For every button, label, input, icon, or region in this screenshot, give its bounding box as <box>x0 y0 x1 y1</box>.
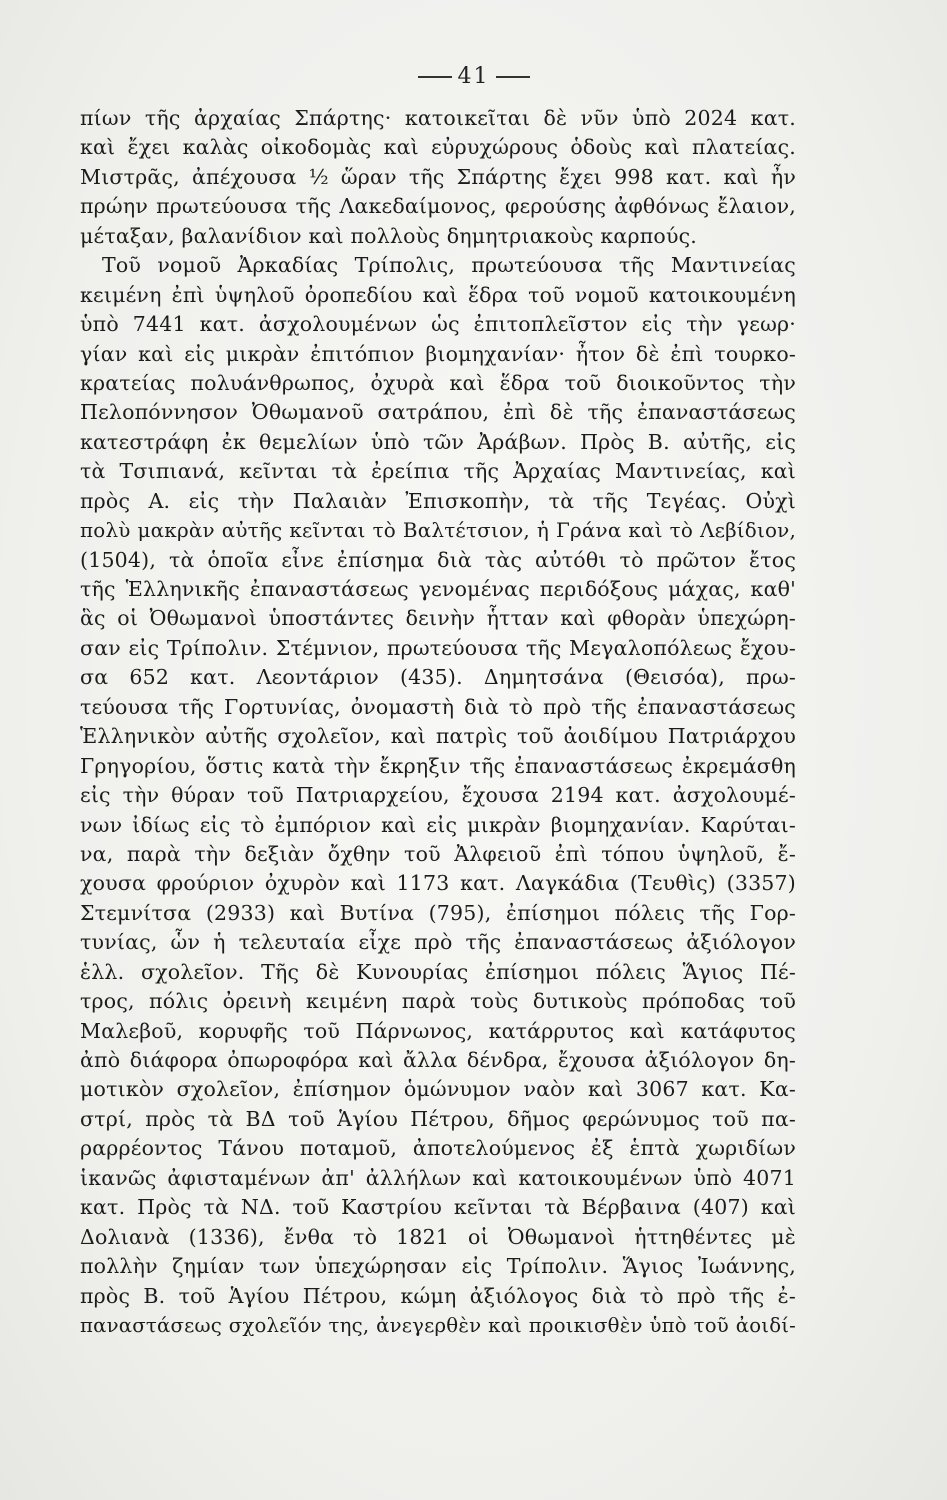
text-line: μέταξαν, βαλανίδιον καὶ πολλοὺς δημητριακοὺς καρπούς. <box>80 223 698 248</box>
text-line: ἀπὸ διάφορα ὀπωροφόρα καὶ ἄλλα δένδρα, ἔχουσα ἀξιόλογον δη- <box>80 1048 796 1072</box>
text-line: πρώην πρωτεύουσα τῆς Λακεδαίμονος, φερούσης ἀφθόνως ἔλαιον, <box>80 194 796 219</box>
text-line: ἱκανῶς ἀφισταμένων ἀπ' ἀλλήλων καὶ κατοικουμένων ὑπὸ 4071 <box>80 1165 796 1190</box>
text-line: πρὸς Α. εἰς τὴν Παλαιὰν Ἐπισκοπὴν, τὰ τῆς Τεγέας. Οὐχὶ <box>80 488 796 513</box>
text-line: Δολιανὰ (1336), ἔνθα τὸ 1821 οἱ Ὀθωμανοὶ ἡττηθέντες μὲ <box>80 1224 796 1249</box>
text-line: σαν εἰς Τρίπολιν. Στέμνιον, πρωτεύουσα τῆς Μεγαλοπόλεως ἔχου- <box>80 635 796 660</box>
text-line: Μαλεβοῦ, κορυφῆς τοῦ Πάρνωνος, κατάρρυτος καὶ κατάφυτος <box>80 1018 796 1043</box>
text-line: πολὺ μακρὰν αὐτῆς κεῖνται τὸ Βαλτέτσιον, ἡ Γράνα καὶ τὸ Λεβίδιον, <box>80 519 796 543</box>
text-line: ὑπὸ 7441 κατ. ἀσχολουμένων ὡς ἐπιτοπλεῖστον εἰς τὴν γεωρ· <box>80 312 796 337</box>
text-line: νων ἰδίως εἰς τὸ ἐμπόριον καὶ εἰς μικρὰν βιομηχανίαν. Καρύται- <box>80 812 796 837</box>
text-line: τεύουσα τῆς Γορτυνίας, ὀνομαστὴ διὰ τὸ πρὸ τῆς ἐπαναστάσεως <box>80 694 796 719</box>
text-line: καὶ ἔχει καλὰς οἰκοδομὰς καὶ εὐρυχώρους ὁδοὺς καὶ πλατείας. <box>80 135 796 160</box>
text-line: κατ. Πρὸς τὰ ΝΔ. τοῦ Καστρίου κεῖνται τὰ Βέρβαινα (407) καὶ <box>80 1195 796 1220</box>
text-line: Ἑλληνικὸν αὐτῆς σχολεῖον, καὶ πατρὶς τοῦ ἀοιδίμου Πατριάρχου <box>80 724 796 749</box>
text-line: χουσα φρούριον ὀχυρὸν καὶ 1173 κατ. Λαγκάδια (Τευθὶς) (3357) <box>80 871 796 896</box>
text-line: τὰ Τσιπιανά, κεῖνται τὰ ἐρείπια τῆς Ἀρχαίας Μαντινείας, καὶ <box>80 459 796 484</box>
text-line: ραρρέοντος Τάνου ποταμοῦ, ἀποτελούμενος ἐξ ἑπτὰ χωριδίων <box>80 1136 796 1161</box>
text-line: γίαν καὶ εἰς μικρὰν ἐπιτόπιον βιομηχανίαν· ἦτον δὲ ἐπὶ τουρκο- <box>80 341 796 366</box>
page-number-left-dash <box>418 76 452 78</box>
text-line: παναστάσεως σχολεῖόν της, ἀνεγερθὲν καὶ προικισθὲν ὑπὸ τοῦ ἀοιδί- <box>80 1313 796 1337</box>
text-line: πίων τῆς ἀρχαίας Σπάρτης· κατοικεῖται δὲ νῦν ὑπὸ 2024 κατ. <box>80 106 796 130</box>
page-number-right-dash <box>496 76 530 78</box>
text-line: τρος, πόλις ὀρεινὴ κειμένη παρὰ τοὺς δυτικοὺς πρόποδας τοῦ <box>80 989 796 1014</box>
text-line: ἃς οἱ Ὀθωμανοὶ ὑποστάντες δεινὴν ἧτταν καὶ φθορὰν ὑπεχώρη- <box>80 606 796 631</box>
text-line: σα 652 κατ. Λεοντάριον (435). Δημητσάνα (Θεισόα), πρω- <box>80 665 796 690</box>
text-line: κειμένη ἐπὶ ὑψηλοῦ ὀροπεδίου καὶ ἕδρα τοῦ νομοῦ κατοικουμένη <box>80 282 796 307</box>
text-line: τῆς Ἑλληνικῆς ἐπαναστάσεως γενομένας περιδόξους μάχας, καθ' <box>80 577 796 601</box>
text-line: κατεστράφη ἐκ θεμελίων ὑπὸ τῶν Ἀράβων. Πρὸς Β. αὐτῆς, εἰς <box>80 429 796 454</box>
text-line: να, παρὰ τὴν δεξιὰν ὄχθην τοῦ Ἀλφειοῦ ἐπὶ τόπου ὑψηλοῦ, ἔ- <box>80 841 796 866</box>
text-line: στρί, πρὸς τὰ ΒΔ τοῦ Ἁγίου Πέτρου, δῆμος φερώνυμος τοῦ πα- <box>80 1106 796 1131</box>
text-line: ἑλλ. σχολεῖον. Τῆς δὲ Κυνουρίας ἐπίσημοι πόλεις Ἅγιος Πέ- <box>80 959 796 984</box>
body-text <box>80 104 796 1340</box>
text-line: μοτικὸν σχολεῖον, ἐπίσημον ὁμώνυμον ναὸν καὶ 3067 κατ. Κα- <box>80 1077 796 1102</box>
text-line: εἰς τὴν θύραν τοῦ Πατριαρχείου, ἔχουσα 2194 κατ. ἀσχολουμέ- <box>80 783 796 808</box>
page-number <box>0 64 947 89</box>
text-line: τυνίας, ὧν ἡ τελευταία εἶχε πρὸ τῆς ἐπαναστάσεως ἀξιόλογον <box>80 930 796 955</box>
text-line: Τοῦ νομοῦ Ἀρκαδίας Τρίπολις, πρωτεύουσα τῆς Μαντινείας <box>102 253 796 278</box>
text-line: κρατείας πολυάνθρωπος, ὀχυρὰ καὶ ἕδρα τοῦ διοικοῦντος τὴν <box>80 370 796 395</box>
text-line: πολλὴν ζημίαν των ὑπεχώρησαν εἰς Τρίπολιν. Ἅγιος Ἰωάννης, <box>80 1254 796 1279</box>
text-line: (1504), τὰ ὁποῖα εἶνε ἐπίσημα διὰ τὰς αὐτόθι τὸ πρῶτον ἔτος <box>80 547 796 572</box>
text-line: πρὸς Β. τοῦ Ἁγίου Πέτρου, κώμη ἀξιόλογος διὰ τὸ πρὸ τῆς ἐ- <box>80 1283 796 1308</box>
text-line: Στεμνίτσα (2933) καὶ Βυτίνα (795), ἐπίσημοι πόλεις τῆς Γορ- <box>80 900 796 925</box>
text-line: Γρηγορίου, ὅστις κατὰ τὴν ἔκρηξιν τῆς ἐπαναστάσεως ἐκρεμάσθη <box>80 753 796 778</box>
text-line: Πελοπόννησον Ὀθωμανοῦ σατράπου, ἐπὶ δὲ τῆς ἐπαναστάσεως <box>80 400 796 425</box>
text-line: Μιστρᾶς, ἀπέχουσα ½ ὥραν τῆς Σπάρτης ἔχει 998 κατ. καὶ ἦν <box>80 164 796 189</box>
page-number-value: 41 <box>457 64 490 89</box>
